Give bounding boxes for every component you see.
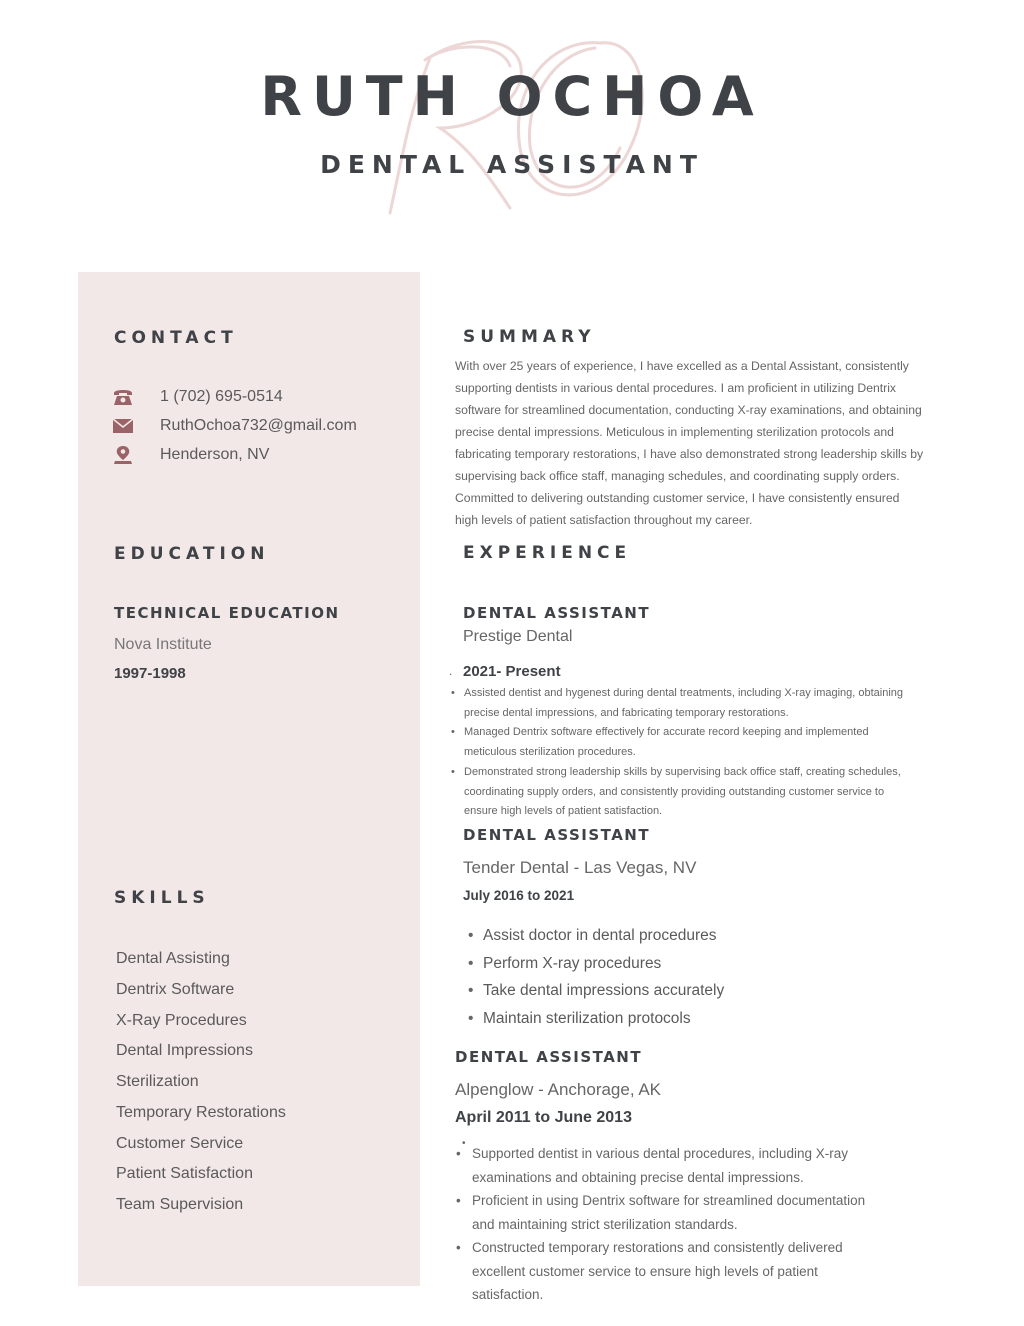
email-address[interactable]: RuthOchoa732@gmail.com: [160, 417, 357, 434]
phone-number[interactable]: 1 (702) 695-0514: [160, 388, 283, 405]
experience-heading: EXPERIENCE: [463, 543, 632, 563]
job-bullets-1: [464, 684, 919, 822]
list-item: • Proficient in using Dentrix software for streamlined documentation and maintaining strict sterilization standards.: [472, 1189, 872, 1236]
education-heading: EDUCATION: [114, 544, 270, 564]
list-item: • Managed Dentrix software effectively for accurate record keeping and implemented meticulous sterilization procedures.: [464, 723, 919, 762]
phone-icon: [112, 387, 134, 407]
job-company-1: Prestige Dental: [463, 628, 573, 645]
skill-item: Patient Satisfaction: [116, 1165, 253, 1183]
summary-text: With over 25 years of experience, I have excelled as a Dental Assistant, consistently supporting dentists in various dental procedures. I am proficient in utilizing Dentrix software for streamlined documentation, conducting X-ray examinations, and obtaining precise dental impressions. Meticulous in implementing sterilization protocols and fabricating temporary restorations, I have also demonstrated strong leadership skills by supervising back office staff, managing schedules, and coordinating supply orders. Committed to delivering outstanding customer service, I have consistently ensured high levels of patient satisfaction throughout my career.: [455, 359, 924, 527]
summary-heading: SUMMARY: [463, 327, 596, 347]
location-text: Henderson, NV: [160, 446, 270, 463]
list-item: • Maintain sterilization protocols: [483, 1005, 883, 1033]
contact-heading: CONTACT: [114, 328, 238, 348]
job-company-3: Alpenglow - Anchorage, AK: [455, 1080, 662, 1099]
stray-dot: •: [462, 1138, 466, 1149]
job-title-1: DENTAL ASSISTANT: [463, 604, 651, 622]
contact-phone: [112, 386, 283, 408]
skills-list: [116, 947, 286, 1224]
skill-item: Sterilization: [116, 1073, 199, 1090]
skill-item: Temporary Restorations: [116, 1103, 286, 1121]
skill-item: Dental Assisting: [116, 950, 230, 967]
skill-item: Team Supervision: [116, 1196, 244, 1213]
education-degree: TECHNICAL EDUCATION: [114, 604, 340, 622]
envelope-icon: [112, 416, 134, 436]
job-title-3: DENTAL ASSISTANT: [455, 1048, 643, 1066]
contact-location: [112, 444, 270, 466]
list-item: • Demonstrated strong leadership skills by supervising back office staff, creating schedules, coordinating supply orders, and consistently providing outstanding customer service to ensure high levels of patient satisfaction.: [464, 763, 919, 822]
job-dates-2: July 2016 to 2021: [463, 888, 575, 903]
job-title: DENTAL ASSISTANT: [320, 150, 704, 179]
job-bullets-3: [472, 1142, 872, 1307]
job-bullets-2: [483, 922, 883, 1032]
list-item: • Constructed temporary restorations and consistently delivered excellent customer service to ensure high levels of patient satisfaction.: [472, 1236, 872, 1307]
skill-item: Dentrix Software: [116, 980, 235, 998]
skill-item: X-Ray Procedures: [116, 1011, 247, 1029]
candidate-name: RUTH OCHOA: [260, 65, 764, 128]
education-years: 1997-1998: [114, 665, 186, 682]
job-dates-3: April 2011 to June 2013: [455, 1109, 632, 1126]
map-pin-icon: [112, 445, 134, 465]
job-dates-1: 2021- Present: [463, 663, 561, 680]
list-item: • Supported dentist in various dental procedures, including X-ray examinations and obtaining precise dental impressions.: [472, 1142, 872, 1189]
list-item: • Assist doctor in dental procedures: [483, 922, 883, 950]
contact-email: [112, 415, 357, 437]
skill-item: Customer Service: [116, 1134, 244, 1152]
education-school: Nova Institute: [114, 636, 212, 653]
skill-item: Dental Impressions: [116, 1042, 253, 1060]
job-title-2: DENTAL ASSISTANT: [463, 826, 651, 844]
job-company-2: Tender Dental - Las Vegas, NV: [463, 858, 697, 877]
list-item: • Take dental impressions accurately: [483, 977, 883, 1005]
list-item: • Perform X-ray procedures: [483, 950, 883, 978]
skills-heading: SKILLS: [114, 888, 210, 908]
list-item: • Assisted dentist and hygenest during dental treatments, including X-ray imaging, obtaining precise dental impressions, and fabricating temporary restorations.: [464, 684, 919, 723]
stray-dot: .: [449, 664, 453, 678]
